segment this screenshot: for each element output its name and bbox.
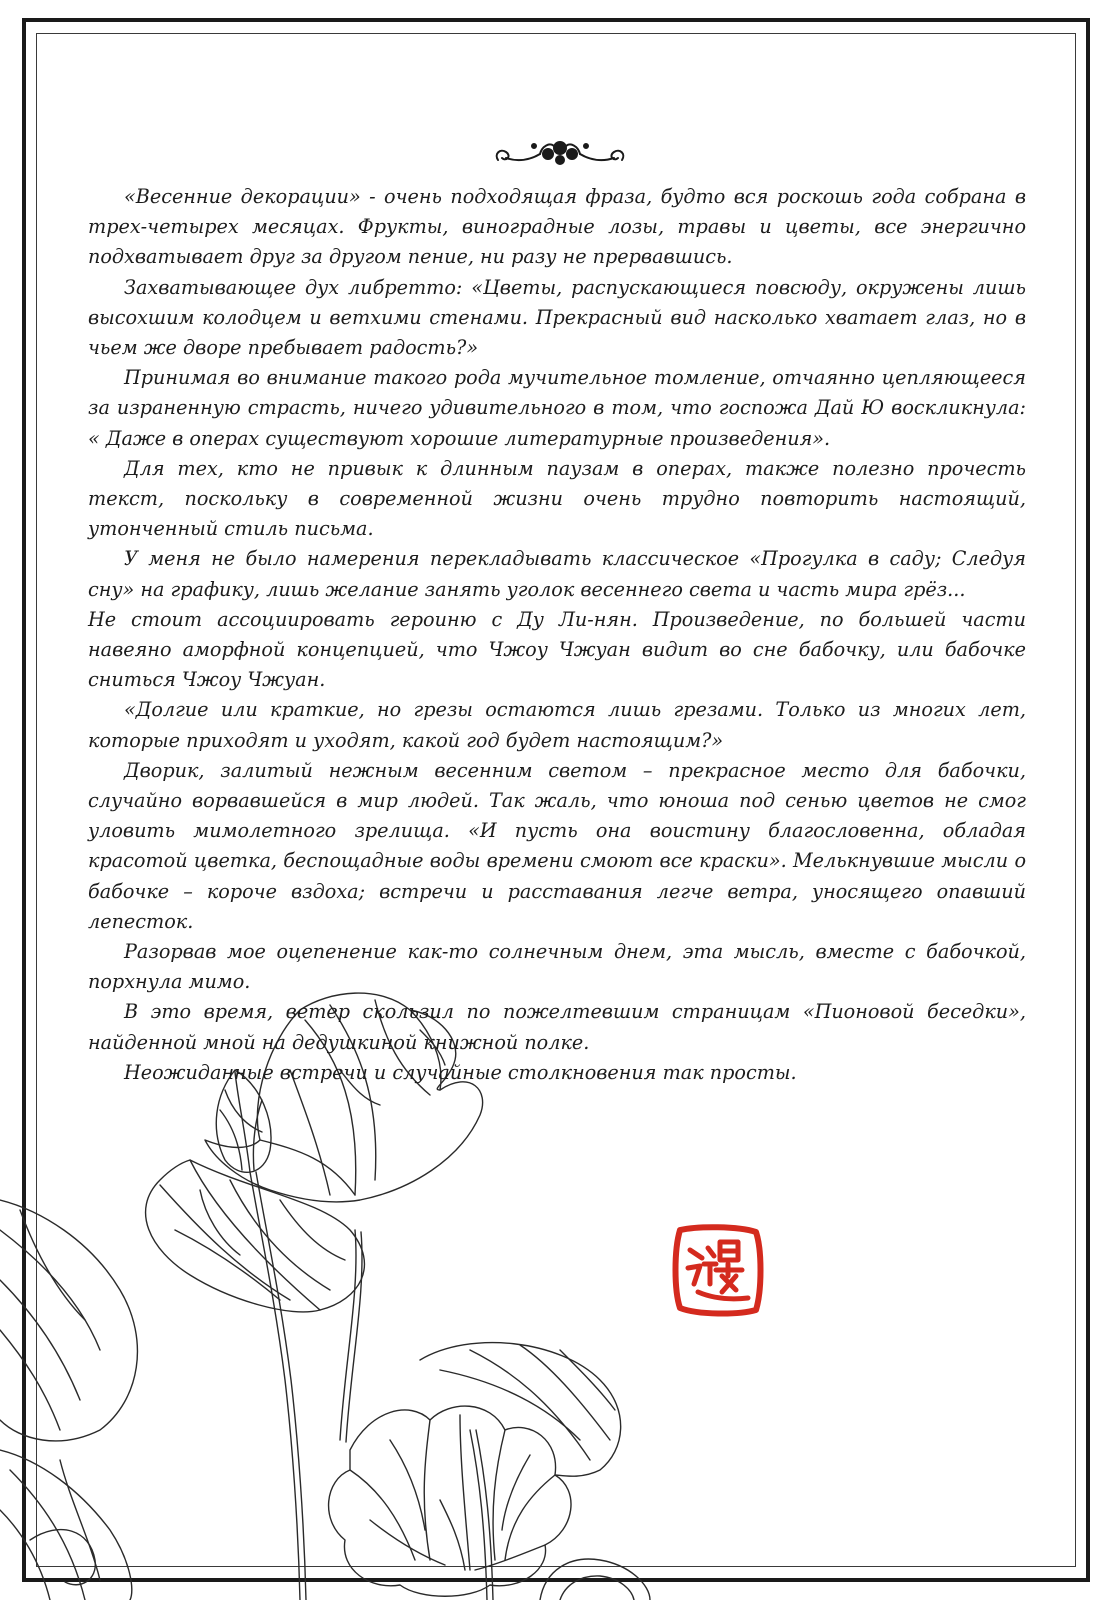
paragraph: «Весенние декорации» - очень подходящая фраза, будто вся роскошь года собрана в трех-четырех месяцах. Фрукты, виноградные лозы, травы и цветы, все энергично подхватывает друг за другом пение, ни разу не прервавшись. (88, 185, 1026, 269)
paragraph: Для тех, кто не привык к длинным паузам в операх, также полезно прочесть текст, поскольку в современной жизни очень трудно повторить настоящий, утонченный стиль письма. (88, 456, 1026, 541)
paragraph: Неожиданные встречи и случайные столкновения так просты. (124, 1060, 797, 1084)
paragraph: В это время, ветер скользил по пожелтевшим страницам «Пионовой беседки», найденной мной на дедушкиной книжной полке. (88, 1000, 1026, 1054)
paragraph: У меня не было намерения перекладывать классическое «Прогулка в саду; Следуя сну» на графику, лишь желание занять уголок весеннего света и часть мира грёз... (88, 547, 1026, 601)
floral-flourish-icon (490, 132, 630, 172)
paragraph: Захватывающее дух либретто: «Цветы, распускающиеся повсюду, окружены лишь высохшим колодцем и ветхими стенами. Прекрасный вид насколько хватает глаз, но в чьем же дворе пребывает радость?» (88, 275, 1026, 360)
red-seal-stamp-icon (668, 1220, 768, 1320)
paragraph: Разорвав мое оцепенение как-то солнечным днем, эта мысль, вместе с бабочкой, порхнула мимо. (88, 940, 1026, 994)
paragraph: Принимая во внимание такого рода мучительное томление, отчаянно цепляющееся за израненную страсть, ничего удивительного в том, что госпожа Дай Ю воскликнула: « Даже в операх существуют хорошие литературные произведения». (88, 366, 1026, 450)
article-body (88, 182, 1026, 1088)
paragraph: Не стоит ассоциировать героиню с Ду Ли-нян. Произведение, по большей части навеяно аморфной концепцией, что Чжоу Чжуан видит во сне бабочку, или бабочке сниться Чжоу Чжуан. (88, 607, 1026, 692)
paragraph: «Долгие или краткие, но грезы остаются лишь грезами. Только из многих лет, которые приходят и уходят, какой год будет настоящим?» (88, 698, 1026, 752)
paragraph: Дворик, залитый нежным весенним светом – прекрасное место для бабочки, случайно ворвавшейся в мир людей. Так жаль, что юноша под сенью цветов не смог уловить мимолетного зрелища. «И пусть она воистину благословенна, обладая красотой цветка, беспощадные воды времени смоют все краски». Мелькнувшие мысли о бабочке – короче вздоха; встречи и расставания легче ветра, уносящего опавший лепесток. (88, 758, 1026, 933)
